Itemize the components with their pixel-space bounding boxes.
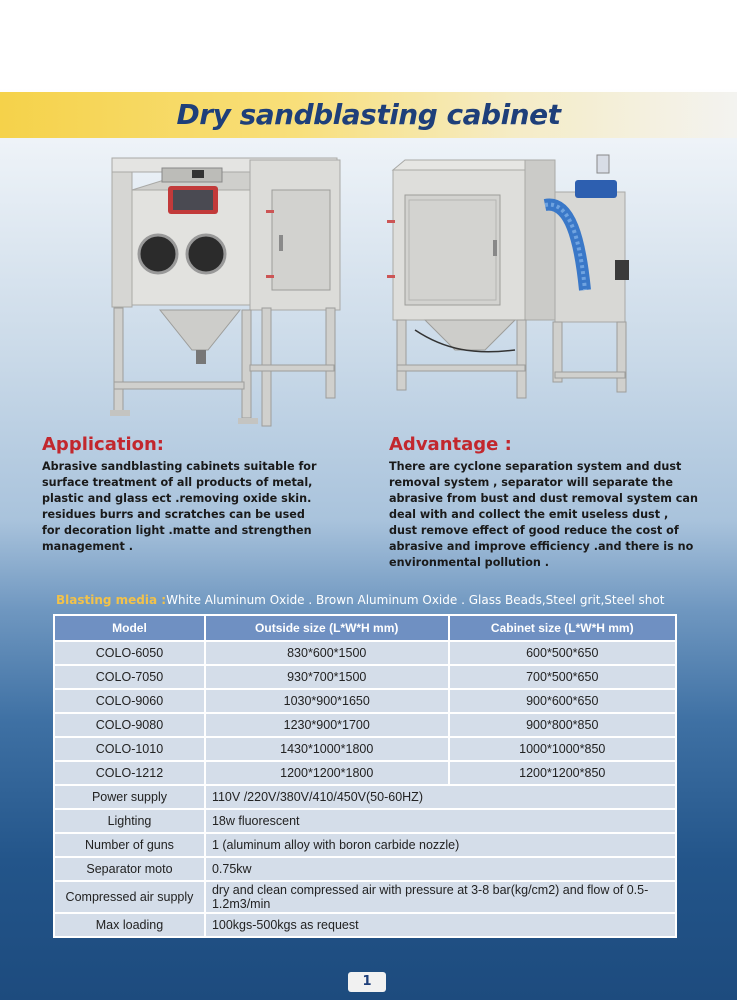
advantage-line: deal with and collect the emit useless dust , (389, 508, 669, 521)
spec-row (55, 858, 675, 880)
model-cell: COLO-9060 (55, 690, 204, 712)
cabinet-size-cell: 900*800*850 (450, 714, 675, 736)
blasting-media (56, 593, 664, 607)
spec-row (55, 882, 675, 912)
table-row (55, 666, 675, 688)
spec-label-cell: Compressed air supply (55, 882, 204, 912)
outside-size-cell: 1230*900*1700 (206, 714, 448, 736)
spec-row (55, 810, 675, 832)
application-line: management . (42, 540, 134, 553)
spec-label-cell: Power supply (55, 786, 204, 808)
spec-row (55, 914, 675, 936)
cabinet-size-cell: 1000*1000*850 (450, 738, 675, 760)
outside-size-cell: 930*700*1500 (206, 666, 448, 688)
blasting-media-label: Blasting media : (56, 593, 167, 607)
application-line: surface treatment of all products of metal, (42, 476, 313, 489)
spec-value-cell: 1 (aluminum alloy with boron carbide nozzle) (206, 834, 675, 856)
advantage-line: abrasive from bust and dust removal system can (389, 492, 698, 505)
application-text (42, 459, 317, 555)
outside-size-cell: 1430*1000*1800 (206, 738, 448, 760)
spec-label-cell: Lighting (55, 810, 204, 832)
application-line: for decoration light .matte and strengthen (42, 524, 312, 537)
table-row (55, 738, 675, 760)
cabinet-front-photo (100, 150, 350, 435)
spec-label-cell: Separator moto (55, 858, 204, 880)
cabinet-size-cell: 700*500*650 (450, 666, 675, 688)
spec-value-cell: 100kgs-500kgs as request (206, 914, 675, 936)
model-cell: COLO-6050 (55, 642, 204, 664)
outside-size-cell: 830*600*1500 (206, 642, 448, 664)
advantage-line: environmental pollution . (389, 556, 549, 569)
application-line: Abrasive sandblasting cabinets suitable for (42, 460, 317, 473)
table-header-row (55, 616, 675, 640)
table-row (55, 642, 675, 664)
advantage-heading: Advantage : (389, 434, 512, 455)
model-cell: COLO-1010 (55, 738, 204, 760)
application-line: plastic and glass ect .removing oxide skin. (42, 492, 312, 505)
model-cell: COLO-7050 (55, 666, 204, 688)
cabinet-size-cell: 600*500*650 (450, 642, 675, 664)
application-line: residues burrs and scratches can be used (42, 508, 305, 521)
spec-value-cell: 110V /220V/380V/410/450V(50-60HZ) (206, 786, 675, 808)
table-row (55, 690, 675, 712)
spec-table (53, 614, 677, 938)
cabinet-size-cell: 1200*1200*850 (450, 762, 675, 784)
spec-label-cell: Number of guns (55, 834, 204, 856)
model-cell: COLO-9080 (55, 714, 204, 736)
blasting-media-value: White Aluminum Oxide . Brown Aluminum Oxide . Glass Beads,Steel grit,Steel shot (166, 593, 665, 607)
model-cell: COLO-1212 (55, 762, 204, 784)
spec-row (55, 786, 675, 808)
advantage-text (389, 459, 698, 571)
cabinet-side-photo (385, 150, 645, 405)
application-heading: Application: (42, 434, 165, 455)
spec-label-cell: Max loading (55, 914, 204, 936)
page-number: 1 (348, 972, 386, 992)
spec-value-cell: 18w fluorescent (206, 810, 675, 832)
advantage-line: There are cyclone separation system and dust (389, 460, 682, 473)
header-model: Model (55, 616, 204, 640)
spec-value-cell: 0.75kw (206, 858, 675, 880)
table-row (55, 714, 675, 736)
spec-value-cell: dry and clean compressed air with pressure at 3-8 bar(kg/cm2) and flow of 0.5-1.2m3/min (206, 882, 675, 912)
spec-row (55, 834, 675, 856)
advantage-line: dust remove effect of good reduce the cost of (389, 524, 679, 537)
outside-size-cell: 1030*900*1650 (206, 690, 448, 712)
page-title: Dry sandblasting cabinet (176, 98, 561, 131)
table-row (55, 762, 675, 784)
header-outside-size: Outside size (L*W*H mm) (206, 616, 448, 640)
outside-size-cell: 1200*1200*1800 (206, 762, 448, 784)
cabinet-size-cell: 900*600*650 (450, 690, 675, 712)
advantage-line: removal system , separator will separate the (389, 476, 673, 489)
advantage-line: abrasive and improve efficiency .and there is no (389, 540, 694, 553)
header-cabinet-size: Cabinet size (L*W*H mm) (450, 616, 675, 640)
